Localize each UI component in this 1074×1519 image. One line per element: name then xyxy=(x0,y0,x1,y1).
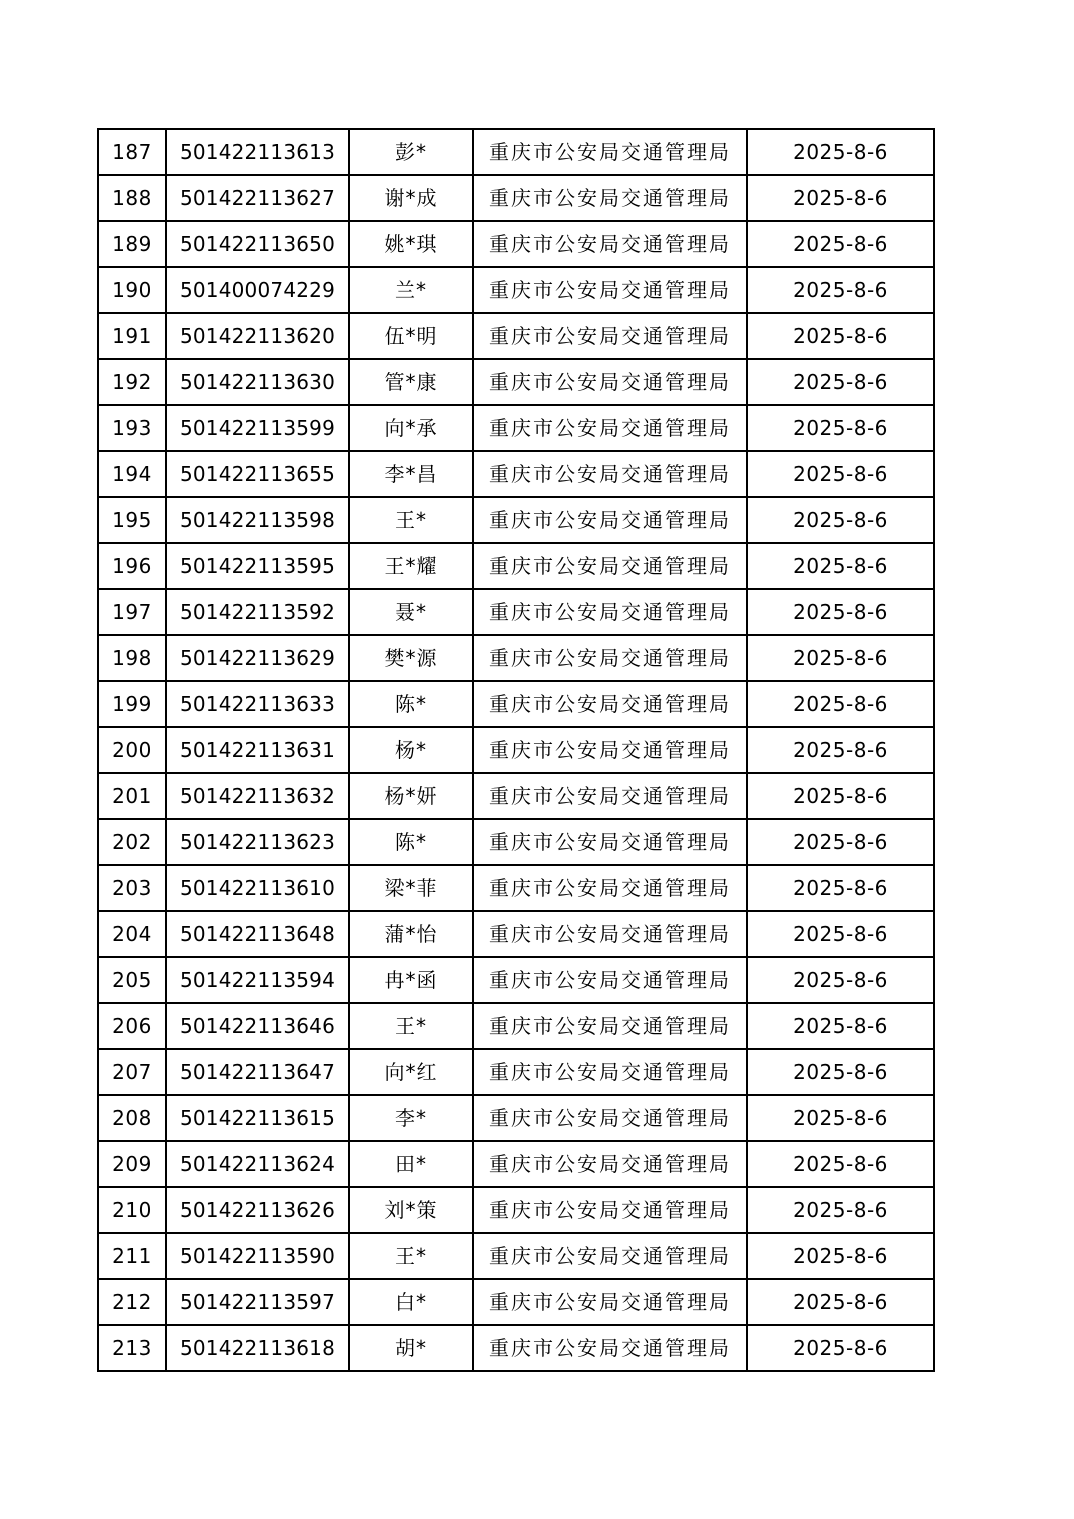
organization-cell: 重庆市公安局交通管理局 xyxy=(473,865,747,911)
person-name-cell: 樊*源 xyxy=(349,635,473,681)
table-row xyxy=(98,911,934,957)
organization-cell: 重庆市公安局交通管理局 xyxy=(473,727,747,773)
person-name-cell: 王*耀 xyxy=(349,543,473,589)
record-number-cell: 501422113597 xyxy=(166,1279,349,1325)
record-number-cell: 501422113629 xyxy=(166,635,349,681)
record-number-cell: 501422113618 xyxy=(166,1325,349,1371)
records-table xyxy=(97,128,935,1372)
person-name-cell: 杨*妍 xyxy=(349,773,473,819)
row-index-cell: 187 xyxy=(98,129,166,175)
date-cell: 2025-8-6 xyxy=(747,1279,934,1325)
row-index-cell: 196 xyxy=(98,543,166,589)
record-number-cell: 501422113615 xyxy=(166,1095,349,1141)
date-cell: 2025-8-6 xyxy=(747,1141,934,1187)
table-row xyxy=(98,175,934,221)
date-cell: 2025-8-6 xyxy=(747,1003,934,1049)
person-name-cell: 刘*策 xyxy=(349,1187,473,1233)
record-number-cell: 501422113598 xyxy=(166,497,349,543)
record-number-cell: 501422113632 xyxy=(166,773,349,819)
date-cell: 2025-8-6 xyxy=(747,865,934,911)
person-name-cell: 聂* xyxy=(349,589,473,635)
date-cell: 2025-8-6 xyxy=(747,405,934,451)
organization-cell: 重庆市公安局交通管理局 xyxy=(473,957,747,1003)
organization-cell: 重庆市公安局交通管理局 xyxy=(473,175,747,221)
person-name-cell: 彭* xyxy=(349,129,473,175)
person-name-cell: 田* xyxy=(349,1141,473,1187)
date-cell: 2025-8-6 xyxy=(747,497,934,543)
date-cell: 2025-8-6 xyxy=(747,359,934,405)
date-cell: 2025-8-6 xyxy=(747,175,934,221)
record-number-cell: 501422113595 xyxy=(166,543,349,589)
row-index-cell: 197 xyxy=(98,589,166,635)
person-name-cell: 冉*函 xyxy=(349,957,473,1003)
table-row xyxy=(98,129,934,175)
organization-cell: 重庆市公安局交通管理局 xyxy=(473,635,747,681)
row-index-cell: 191 xyxy=(98,313,166,359)
date-cell: 2025-8-6 xyxy=(747,451,934,497)
date-cell: 2025-8-6 xyxy=(747,221,934,267)
table-row xyxy=(98,497,934,543)
record-number-cell: 501422113647 xyxy=(166,1049,349,1095)
person-name-cell: 蒲*怡 xyxy=(349,911,473,957)
record-number-cell: 501422113592 xyxy=(166,589,349,635)
record-number-cell: 501422113599 xyxy=(166,405,349,451)
row-index-cell: 201 xyxy=(98,773,166,819)
record-number-cell: 501422113623 xyxy=(166,819,349,865)
organization-cell: 重庆市公安局交通管理局 xyxy=(473,1233,747,1279)
row-index-cell: 207 xyxy=(98,1049,166,1095)
table-row xyxy=(98,405,934,451)
record-number-cell: 501422113631 xyxy=(166,727,349,773)
date-cell: 2025-8-6 xyxy=(747,773,934,819)
records-table-body xyxy=(98,129,934,1371)
date-cell: 2025-8-6 xyxy=(747,957,934,1003)
person-name-cell: 王* xyxy=(349,497,473,543)
row-index-cell: 199 xyxy=(98,681,166,727)
table-row xyxy=(98,1279,934,1325)
record-number-cell: 501422113633 xyxy=(166,681,349,727)
table-row xyxy=(98,957,934,1003)
organization-cell: 重庆市公安局交通管理局 xyxy=(473,129,747,175)
row-index-cell: 213 xyxy=(98,1325,166,1371)
table-row xyxy=(98,1003,934,1049)
date-cell: 2025-8-6 xyxy=(747,1095,934,1141)
row-index-cell: 194 xyxy=(98,451,166,497)
date-cell: 2025-8-6 xyxy=(747,1233,934,1279)
row-index-cell: 206 xyxy=(98,1003,166,1049)
table-row xyxy=(98,865,934,911)
record-number-cell: 501422113646 xyxy=(166,1003,349,1049)
organization-cell: 重庆市公安局交通管理局 xyxy=(473,681,747,727)
row-index-cell: 212 xyxy=(98,1279,166,1325)
row-index-cell: 202 xyxy=(98,819,166,865)
date-cell: 2025-8-6 xyxy=(747,727,934,773)
date-cell: 2025-8-6 xyxy=(747,267,934,313)
row-index-cell: 203 xyxy=(98,865,166,911)
row-index-cell: 192 xyxy=(98,359,166,405)
row-index-cell: 205 xyxy=(98,957,166,1003)
organization-cell: 重庆市公安局交通管理局 xyxy=(473,451,747,497)
record-number-cell: 501422113648 xyxy=(166,911,349,957)
table-row xyxy=(98,635,934,681)
table-row xyxy=(98,1049,934,1095)
table-row xyxy=(98,359,934,405)
table-row xyxy=(98,267,934,313)
date-cell: 2025-8-6 xyxy=(747,911,934,957)
record-number-cell: 501422113620 xyxy=(166,313,349,359)
row-index-cell: 211 xyxy=(98,1233,166,1279)
table-row xyxy=(98,221,934,267)
person-name-cell: 陈* xyxy=(349,681,473,727)
organization-cell: 重庆市公安局交通管理局 xyxy=(473,543,747,589)
table-row xyxy=(98,1095,934,1141)
date-cell: 2025-8-6 xyxy=(747,1049,934,1095)
person-name-cell: 陈* xyxy=(349,819,473,865)
person-name-cell: 兰* xyxy=(349,267,473,313)
organization-cell: 重庆市公安局交通管理局 xyxy=(473,1187,747,1233)
organization-cell: 重庆市公安局交通管理局 xyxy=(473,589,747,635)
record-number-cell: 501422113630 xyxy=(166,359,349,405)
table-row xyxy=(98,1187,934,1233)
person-name-cell: 姚*琪 xyxy=(349,221,473,267)
organization-cell: 重庆市公安局交通管理局 xyxy=(473,1325,747,1371)
date-cell: 2025-8-6 xyxy=(747,543,934,589)
person-name-cell: 谢*成 xyxy=(349,175,473,221)
date-cell: 2025-8-6 xyxy=(747,313,934,359)
person-name-cell: 管*康 xyxy=(349,359,473,405)
person-name-cell: 胡* xyxy=(349,1325,473,1371)
date-cell: 2025-8-6 xyxy=(747,589,934,635)
person-name-cell: 向*红 xyxy=(349,1049,473,1095)
date-cell: 2025-8-6 xyxy=(747,819,934,865)
organization-cell: 重庆市公安局交通管理局 xyxy=(473,1141,747,1187)
row-index-cell: 208 xyxy=(98,1095,166,1141)
table-row xyxy=(98,1141,934,1187)
record-number-cell: 501422113655 xyxy=(166,451,349,497)
record-number-cell: 501422113610 xyxy=(166,865,349,911)
person-name-cell: 王* xyxy=(349,1003,473,1049)
row-index-cell: 190 xyxy=(98,267,166,313)
organization-cell: 重庆市公安局交通管理局 xyxy=(473,1049,747,1095)
person-name-cell: 梁*菲 xyxy=(349,865,473,911)
organization-cell: 重庆市公安局交通管理局 xyxy=(473,773,747,819)
organization-cell: 重庆市公安局交通管理局 xyxy=(473,1003,747,1049)
record-number-cell: 501400074229 xyxy=(166,267,349,313)
person-name-cell: 王* xyxy=(349,1233,473,1279)
organization-cell: 重庆市公安局交通管理局 xyxy=(473,819,747,865)
organization-cell: 重庆市公安局交通管理局 xyxy=(473,313,747,359)
organization-cell: 重庆市公安局交通管理局 xyxy=(473,267,747,313)
table-row xyxy=(98,543,934,589)
row-index-cell: 209 xyxy=(98,1141,166,1187)
table-row xyxy=(98,819,934,865)
date-cell: 2025-8-6 xyxy=(747,635,934,681)
organization-cell: 重庆市公安局交通管理局 xyxy=(473,221,747,267)
record-number-cell: 501422113594 xyxy=(166,957,349,1003)
table-row xyxy=(98,1325,934,1371)
organization-cell: 重庆市公安局交通管理局 xyxy=(473,1279,747,1325)
row-index-cell: 195 xyxy=(98,497,166,543)
record-number-cell: 501422113590 xyxy=(166,1233,349,1279)
record-number-cell: 501422113650 xyxy=(166,221,349,267)
organization-cell: 重庆市公安局交通管理局 xyxy=(473,911,747,957)
person-name-cell: 李*昌 xyxy=(349,451,473,497)
table-row xyxy=(98,681,934,727)
organization-cell: 重庆市公安局交通管理局 xyxy=(473,359,747,405)
row-index-cell: 200 xyxy=(98,727,166,773)
row-index-cell: 188 xyxy=(98,175,166,221)
person-name-cell: 杨* xyxy=(349,727,473,773)
organization-cell: 重庆市公安局交通管理局 xyxy=(473,1095,747,1141)
record-number-cell: 501422113626 xyxy=(166,1187,349,1233)
record-number-cell: 501422113624 xyxy=(166,1141,349,1187)
table-row xyxy=(98,451,934,497)
person-name-cell: 李* xyxy=(349,1095,473,1141)
person-name-cell: 向*承 xyxy=(349,405,473,451)
table-row xyxy=(98,1233,934,1279)
date-cell: 2025-8-6 xyxy=(747,1325,934,1371)
organization-cell: 重庆市公安局交通管理局 xyxy=(473,497,747,543)
date-cell: 2025-8-6 xyxy=(747,129,934,175)
row-index-cell: 189 xyxy=(98,221,166,267)
table-row xyxy=(98,727,934,773)
row-index-cell: 204 xyxy=(98,911,166,957)
table-row xyxy=(98,589,934,635)
record-number-cell: 501422113613 xyxy=(166,129,349,175)
date-cell: 2025-8-6 xyxy=(747,1187,934,1233)
table-row xyxy=(98,773,934,819)
person-name-cell: 伍*明 xyxy=(349,313,473,359)
row-index-cell: 210 xyxy=(98,1187,166,1233)
organization-cell: 重庆市公安局交通管理局 xyxy=(473,405,747,451)
row-index-cell: 193 xyxy=(98,405,166,451)
table-row xyxy=(98,313,934,359)
date-cell: 2025-8-6 xyxy=(747,681,934,727)
person-name-cell: 白* xyxy=(349,1279,473,1325)
row-index-cell: 198 xyxy=(98,635,166,681)
record-number-cell: 501422113627 xyxy=(166,175,349,221)
